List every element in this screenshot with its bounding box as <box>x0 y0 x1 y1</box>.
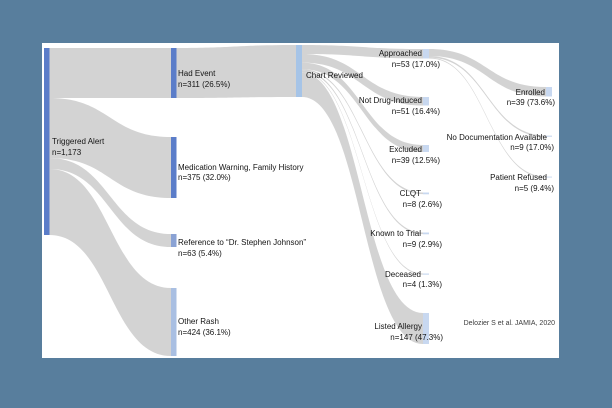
sankey-chart-card <box>42 43 559 358</box>
label-not-drug-induced <box>359 96 440 117</box>
label-listed-allergy <box>374 322 443 343</box>
label-medication-warning <box>178 163 304 184</box>
node-chart-reviewed-bar <box>296 45 302 97</box>
node-name: No Documentation Available <box>446 132 547 142</box>
node-value: n=311 (26.5%) <box>178 79 231 89</box>
flow-triggered-to-had-event <box>50 48 172 98</box>
node-name: Medication Warning, Family History <box>178 162 304 172</box>
node-value: n=4 (1.3%) <box>402 280 442 289</box>
label-other-rash <box>178 317 231 338</box>
node-name: Enrolled <box>515 87 545 97</box>
node-value: n=1,173 <box>52 147 82 157</box>
node-name: Chart Reviewed <box>306 70 363 80</box>
node-medication-warning-bar <box>171 137 177 198</box>
node-reference-bar <box>171 234 177 247</box>
node-value: n=424 (36.1%) <box>178 327 231 337</box>
node-name: Deceased <box>384 269 421 279</box>
node-name: Listed Allergy <box>374 322 422 331</box>
label-deceased <box>385 270 442 291</box>
label-chart-reviewed <box>306 71 363 82</box>
node-value: n=375 (32.0%) <box>178 173 231 182</box>
citation-text: Delozier S et al. JAMIA, 2020 <box>463 319 555 327</box>
node-value: n=147 (47.3%) <box>390 332 443 342</box>
label-reference <box>178 238 306 259</box>
node-name: Had Event <box>178 69 216 78</box>
node-name: Triggered Alert <box>52 137 105 146</box>
node-name: Excluded <box>389 145 422 154</box>
label-had-event <box>178 69 230 90</box>
label-patient-refused <box>490 173 554 194</box>
node-name: Approached <box>378 49 422 58</box>
label-excluded <box>389 145 440 166</box>
node-value: n=39 (12.5%) <box>391 155 440 165</box>
label-clqt <box>400 189 442 210</box>
node-name: CLQT <box>399 189 421 198</box>
label-enrolled <box>507 88 555 109</box>
sankey-svg <box>42 43 559 358</box>
node-name: Patient Refused <box>490 173 547 182</box>
label-triggered-alert <box>52 137 104 158</box>
node-value: n=51 (16.4%) <box>391 106 440 116</box>
node-value: n=39 (73.6%) <box>506 98 555 107</box>
label-approached <box>379 49 440 70</box>
node-value: n=53 (17.0%) <box>391 59 440 69</box>
node-other-rash-bar <box>171 288 177 356</box>
node-triggered-alert-bar <box>44 48 50 235</box>
node-name: Known to Trial <box>370 229 421 238</box>
node-name: Other Rash <box>178 317 219 326</box>
node-value: n=63 (5.4%) <box>178 248 222 258</box>
node-name: Not Drug-Induced <box>358 96 422 105</box>
node-value: n=8 (2.6%) <box>402 199 442 209</box>
node-value: n=5 (9.4%) <box>514 183 554 193</box>
label-no-documentation <box>447 133 554 154</box>
node-had-event-bar <box>171 48 177 98</box>
label-known-to-trial <box>370 229 442 250</box>
node-value: n=9 (2.9%) <box>402 239 442 249</box>
node-name: Reference to “Dr. Stephen Johnson” <box>178 238 307 247</box>
node-value: n=9 (17.0%) <box>510 143 554 152</box>
